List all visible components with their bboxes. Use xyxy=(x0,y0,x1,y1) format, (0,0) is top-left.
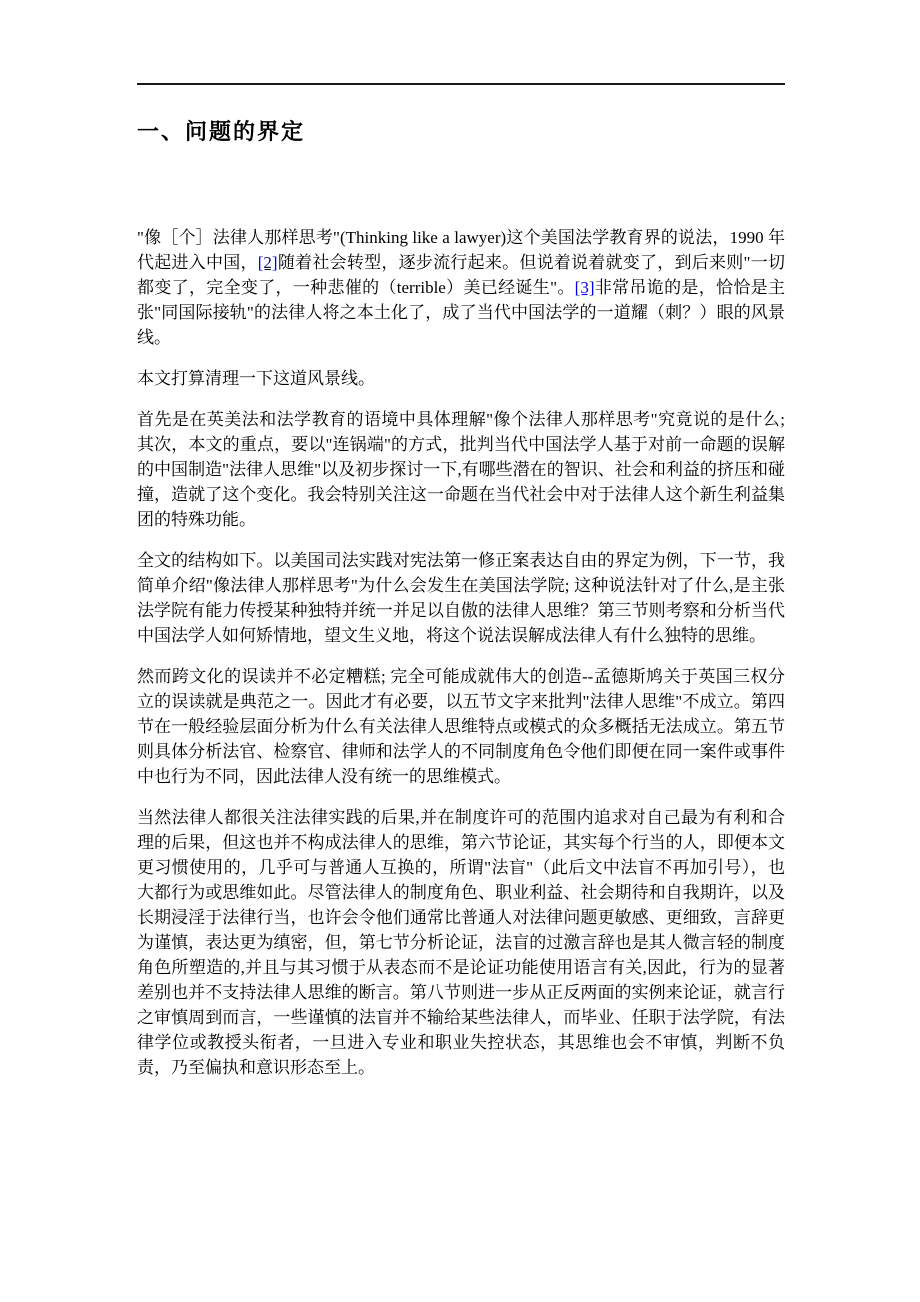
footnote-link-2[interactable]: [2] xyxy=(257,253,278,272)
intro-paragraph xyxy=(137,225,785,350)
paragraph-plan: 本文打算清理一下这道风景线。 xyxy=(137,369,375,388)
paragraph-conclusion: 当然法律人都很关注法律实践的后果,并在制度许可的范围内追求对自己最为有利和合理的后果，但这也并不构成法律人的思维，第六节论证，其实每个行当的人，即便本文更习惯使用的，几乎可与普通人互换的，所谓"法盲"（此后文中法盲不再加引号），也大都行为或思维如此。尽管法律人的制度角色、职业利益、社会期待和自我期许，以及长期浸淫于法律行当，也许会令他们通常比普通人对法律问题更敏感、更细致，言辞更为谨慎，表达更为缜密，但，第七节分析论证，法盲的过激言辞也是其人微言轻的制度角色所塑造的,并且与其习惯于从表态而不是论证功能使用语言有关,因此，行为的显著差别也并不支持法律人思维的断言。第八节则进一步从正反两面的实例来论证，就言行之审慎周到而言，一些谨慎的法盲并不输给某些法律人，而毕业、任职于法学院，有法律学位或教授头衔者，一旦进入专业和职业失控状态，其思维也会不审慎，判断不负责，乃至偏执和意识形态至上。 xyxy=(137,808,785,1077)
horizontal-rule xyxy=(137,83,785,85)
footnote-link-3[interactable]: [3] xyxy=(574,278,595,297)
intro-text-between-links: 随着社会转型，逐步流行起来。但说着说着就变了，到后来则"一切都变了，完全变了，一种悲催的（terrible）美已经诞生"。 xyxy=(137,253,785,297)
intro-text-before-link2: "像［个］法律人那样思考"(Thinking like a lawyer)这个美国法学教育界的说法，1990 年代起进入中国， xyxy=(137,228,785,272)
paragraph-misreading: 然而跨文化的误读并不必定糟糕; 完全可能成就伟大的创造--孟德斯鸠关于英国三权分立的误读就是典范之一。因此才有必要，以五节文字来批判"法律人思维"不成立。第四节在一般经验层面分析为什么有关法律人思维特点或模式的众多概括无法成立。第五节则具体分析法官、检察官、律师和法学人的不同制度角色令他们即便在同一案件或事件中也行为不同，因此法律人没有统一的思维模式。 xyxy=(137,667,785,786)
document-content xyxy=(137,0,785,1096)
paragraph-first-point: 首先是在英美法和法学教育的语境中具体理解"像个法律人那样思考"究竟说的是什么; 其次，本文的重点，要以"连锅端"的方式，批判当代中国法学人基于对前一命题的误解的中国制造"法律人思维"以及初步探讨一下,有哪些潜在的智识、社会和利益的挤压和碰撞，造就了这个变化。我会特别关注这一命题在当代社会中对于法律人这个新生利益集团的特殊功能。 xyxy=(137,410,785,529)
intro-text-after-link3: 非常吊诡的是，恰恰是主张"同国际接轨"的法律人将之本土化了，成了当代中国法学的一道耀（刺？）眼的风景线。 xyxy=(137,278,786,347)
paragraph-structure: 全文的结构如下。以美国司法实践对宪法第一修正案表达自由的界定为例，下一节，我简单介绍"像法律人那样思考"为什么会发生在美国法学院; 这种说法针对了什么,是主张法学院有能力传授某种独特并统一并足以自傲的法律人思维？第三节则考察和分析当代中国法学人如何矫情地，望文生义地，将这个说法误解成法律人有什么独特的思维。 xyxy=(137,551,785,645)
section-heading: 一、问题的界定 xyxy=(137,119,306,144)
